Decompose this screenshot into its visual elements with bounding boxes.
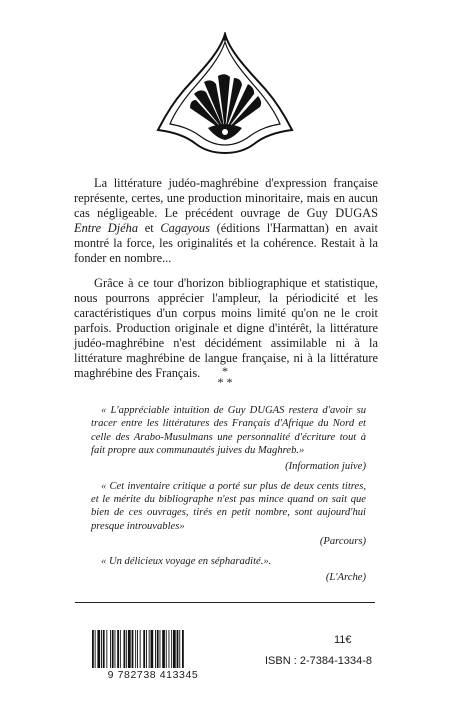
barcode-bar <box>92 630 94 668</box>
barcode-bar <box>110 630 111 668</box>
intro-text-before: La littérature judéo-maghrébine d'expression française représente, certes, une production minoritaire, mais en aucun cas négligeable. Le précédent ouvrage de Guy DUGAS <box>74 176 378 220</box>
review-source: (Information juive) <box>285 460 366 472</box>
barcode-bar <box>132 630 134 668</box>
barcode-bar <box>117 630 119 668</box>
review-quote: « Un délicieux voyage en sépharadité.». <box>101 556 272 568</box>
barcode-bar <box>103 630 105 668</box>
barcode-bar <box>115 630 116 668</box>
review-quote: « L'appréciable intuition de Guy DUGAS restera d'avoir su tracer entre les littératures des Français d'Afrique du Nord et celle des Arabo-Musulmans une personnalité d'écriture tout à fait propre aux communautés juives du Maghreb.» <box>91 405 366 457</box>
asterism-bottom: * * <box>217 375 233 389</box>
barcode-bar <box>151 630 154 668</box>
press-reviews <box>91 404 366 591</box>
barcode-bar <box>160 630 161 668</box>
barcode-bar <box>169 630 170 668</box>
barcode-bar <box>157 630 159 668</box>
barcode-block <box>91 630 215 684</box>
barcode-bar <box>124 630 126 668</box>
barcode-bar <box>162 630 165 668</box>
barcode-bar <box>171 630 172 668</box>
barcode-bar <box>101 630 102 668</box>
barcode-bar <box>173 630 176 668</box>
intro-paragraph-1 <box>74 176 378 266</box>
barcode-bar <box>135 630 136 668</box>
barcode-bar <box>137 630 138 668</box>
barcode-bar <box>146 630 147 668</box>
book-title-entre-djeha: Entre Djéha <box>74 221 139 235</box>
barcode-bar <box>177 630 179 668</box>
review-parcours <box>91 480 366 549</box>
barcode-digits: 9 782738 413345 <box>107 669 199 681</box>
review-information-juive <box>91 404 366 473</box>
publisher-ornament <box>150 32 300 156</box>
asterism-separator <box>0 366 450 388</box>
barcode-icon <box>91 630 215 668</box>
barcode-bar <box>182 630 184 668</box>
barcode-bar <box>140 630 141 668</box>
barcode-bar <box>179 630 180 668</box>
barcode-bar <box>95 630 96 668</box>
barcode-bar <box>166 630 167 668</box>
review-source: (Parcours) <box>319 536 366 548</box>
barcode-bar <box>128 630 131 668</box>
review-source: (L'Arche) <box>325 571 366 583</box>
review-quote: « Cet inventaire critique a porté sur plus de deux cents titres, et le mérite du bibliographe n'est pas mince quand on sait que bien de ces ouvrages, tirés en petit nombre, sont aujourd'hui presque introuvables» <box>91 480 366 532</box>
review-l-arche <box>91 555 366 583</box>
barcode-bar <box>120 630 121 668</box>
barcode-bar <box>106 630 107 668</box>
intro-text-middle: et <box>138 221 161 235</box>
book-title-cagayous: Cagayous <box>160 221 210 235</box>
isbn-label: ISBN : 2-7384-1334-8 <box>264 655 372 667</box>
horizontal-rule <box>75 602 375 603</box>
price-label: 11€ <box>334 634 352 646</box>
barcode-bar <box>149 630 150 668</box>
asterism-top: * <box>222 364 228 378</box>
barcode-bar <box>126 630 127 668</box>
back-cover-blurb <box>74 176 378 391</box>
barcode-bar <box>112 630 114 668</box>
barcode-bar <box>143 630 145 668</box>
intro-text-after: (éditions l'Harmattan) en avait montré la force, les originalités et la cohérence. Restait à la fonder en nombre... <box>74 221 378 265</box>
barcode-bar <box>97 630 100 668</box>
intro-paragraph-2: Grâce à ce tour d'horizon bibliographique et statistique, nous pourrons apprécier l'ampleur, la périodicité et les caractéristiques d'un corpus moins limité qu'on ne le croit parfois. Production originale et digne d'intérêt, la littérature judéo-maghrébine n'est décidément assimilable ni à la littérature maghrébine de langue française, ni à la littérature maghrébine des Français. <box>74 276 378 380</box>
barcode-bar <box>155 630 156 668</box>
